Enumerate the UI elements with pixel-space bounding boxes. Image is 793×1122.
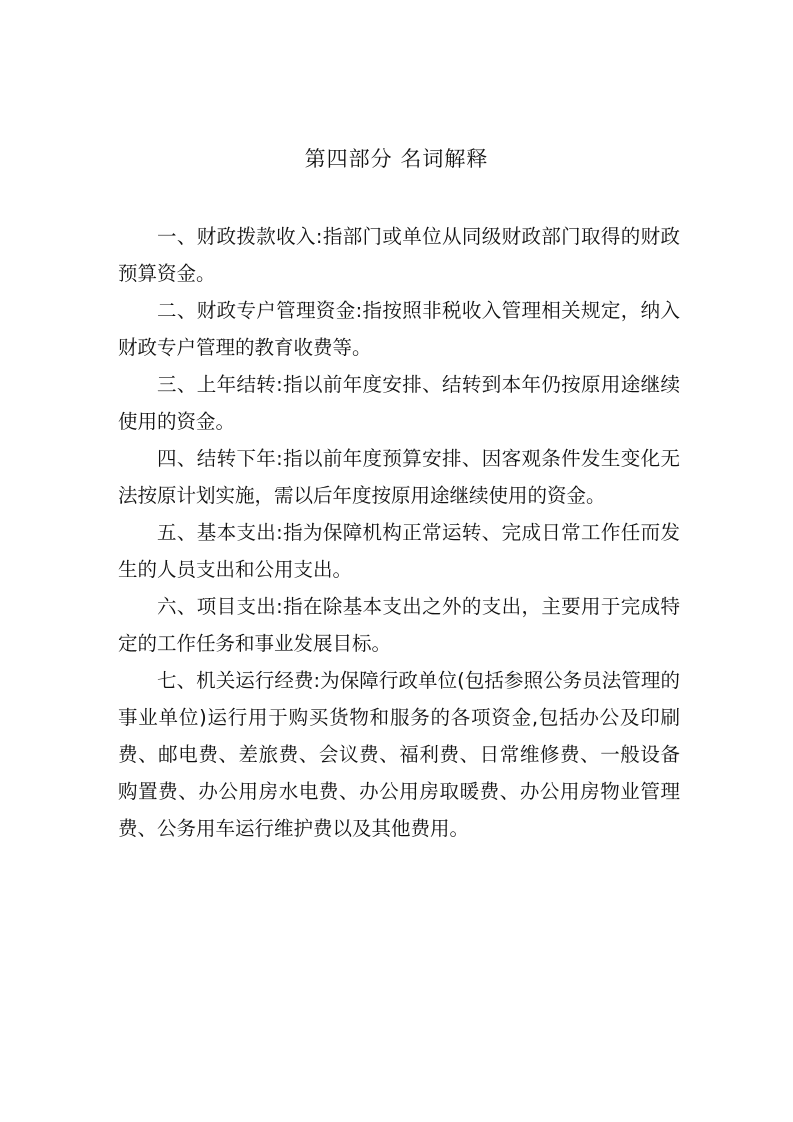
definition-paragraph-1: 一、财政拨款收入:指部门或单位从同级财政部门取得的财政预算资金。 [118,225,680,285]
definition-paragraph-6: 六、项目支出:指在除基本支出之外的支出，主要用于完成特定的工作任务和事业发展目标。 [118,595,680,655]
definition-paragraph-5: 五、基本支出:指为保障机构正常运转、完成日常工作任而发生的人员支出和公用支出。 [118,521,680,581]
definitions-body [118,218,680,847]
page-title: 第四部分 名词解释 [304,147,489,171]
definition-paragraph-2: 二、财政专户管理资金:指按照非税收入管理相关规定，纳入财政专户管理的教育收费等。 [118,299,680,359]
definition-paragraph-4: 四、结转下年:指以前年度预算安排、因客观条件发生变化无法按原计划实施，需以后年度按原用途继续使用的资金。 [118,447,680,507]
definition-paragraph-3: 三、上年结转:指以前年度安排、结转到本年仍按原用途继续使用的资金。 [118,373,680,433]
definition-paragraph-7: 七、机关运行经费:为保障行政单位(包括参照公务员法管理的事业单位)运行用于购买货物和服务的各项资金,包括办公及印刷费、邮电费、差旅费、会议费、福利费、日常维修费、一般设备购置费、办公用房水电费、办公用房取暖费、办公用房物业管理费、公务用车运行维护费以及其他费用。 [118,669,680,840]
